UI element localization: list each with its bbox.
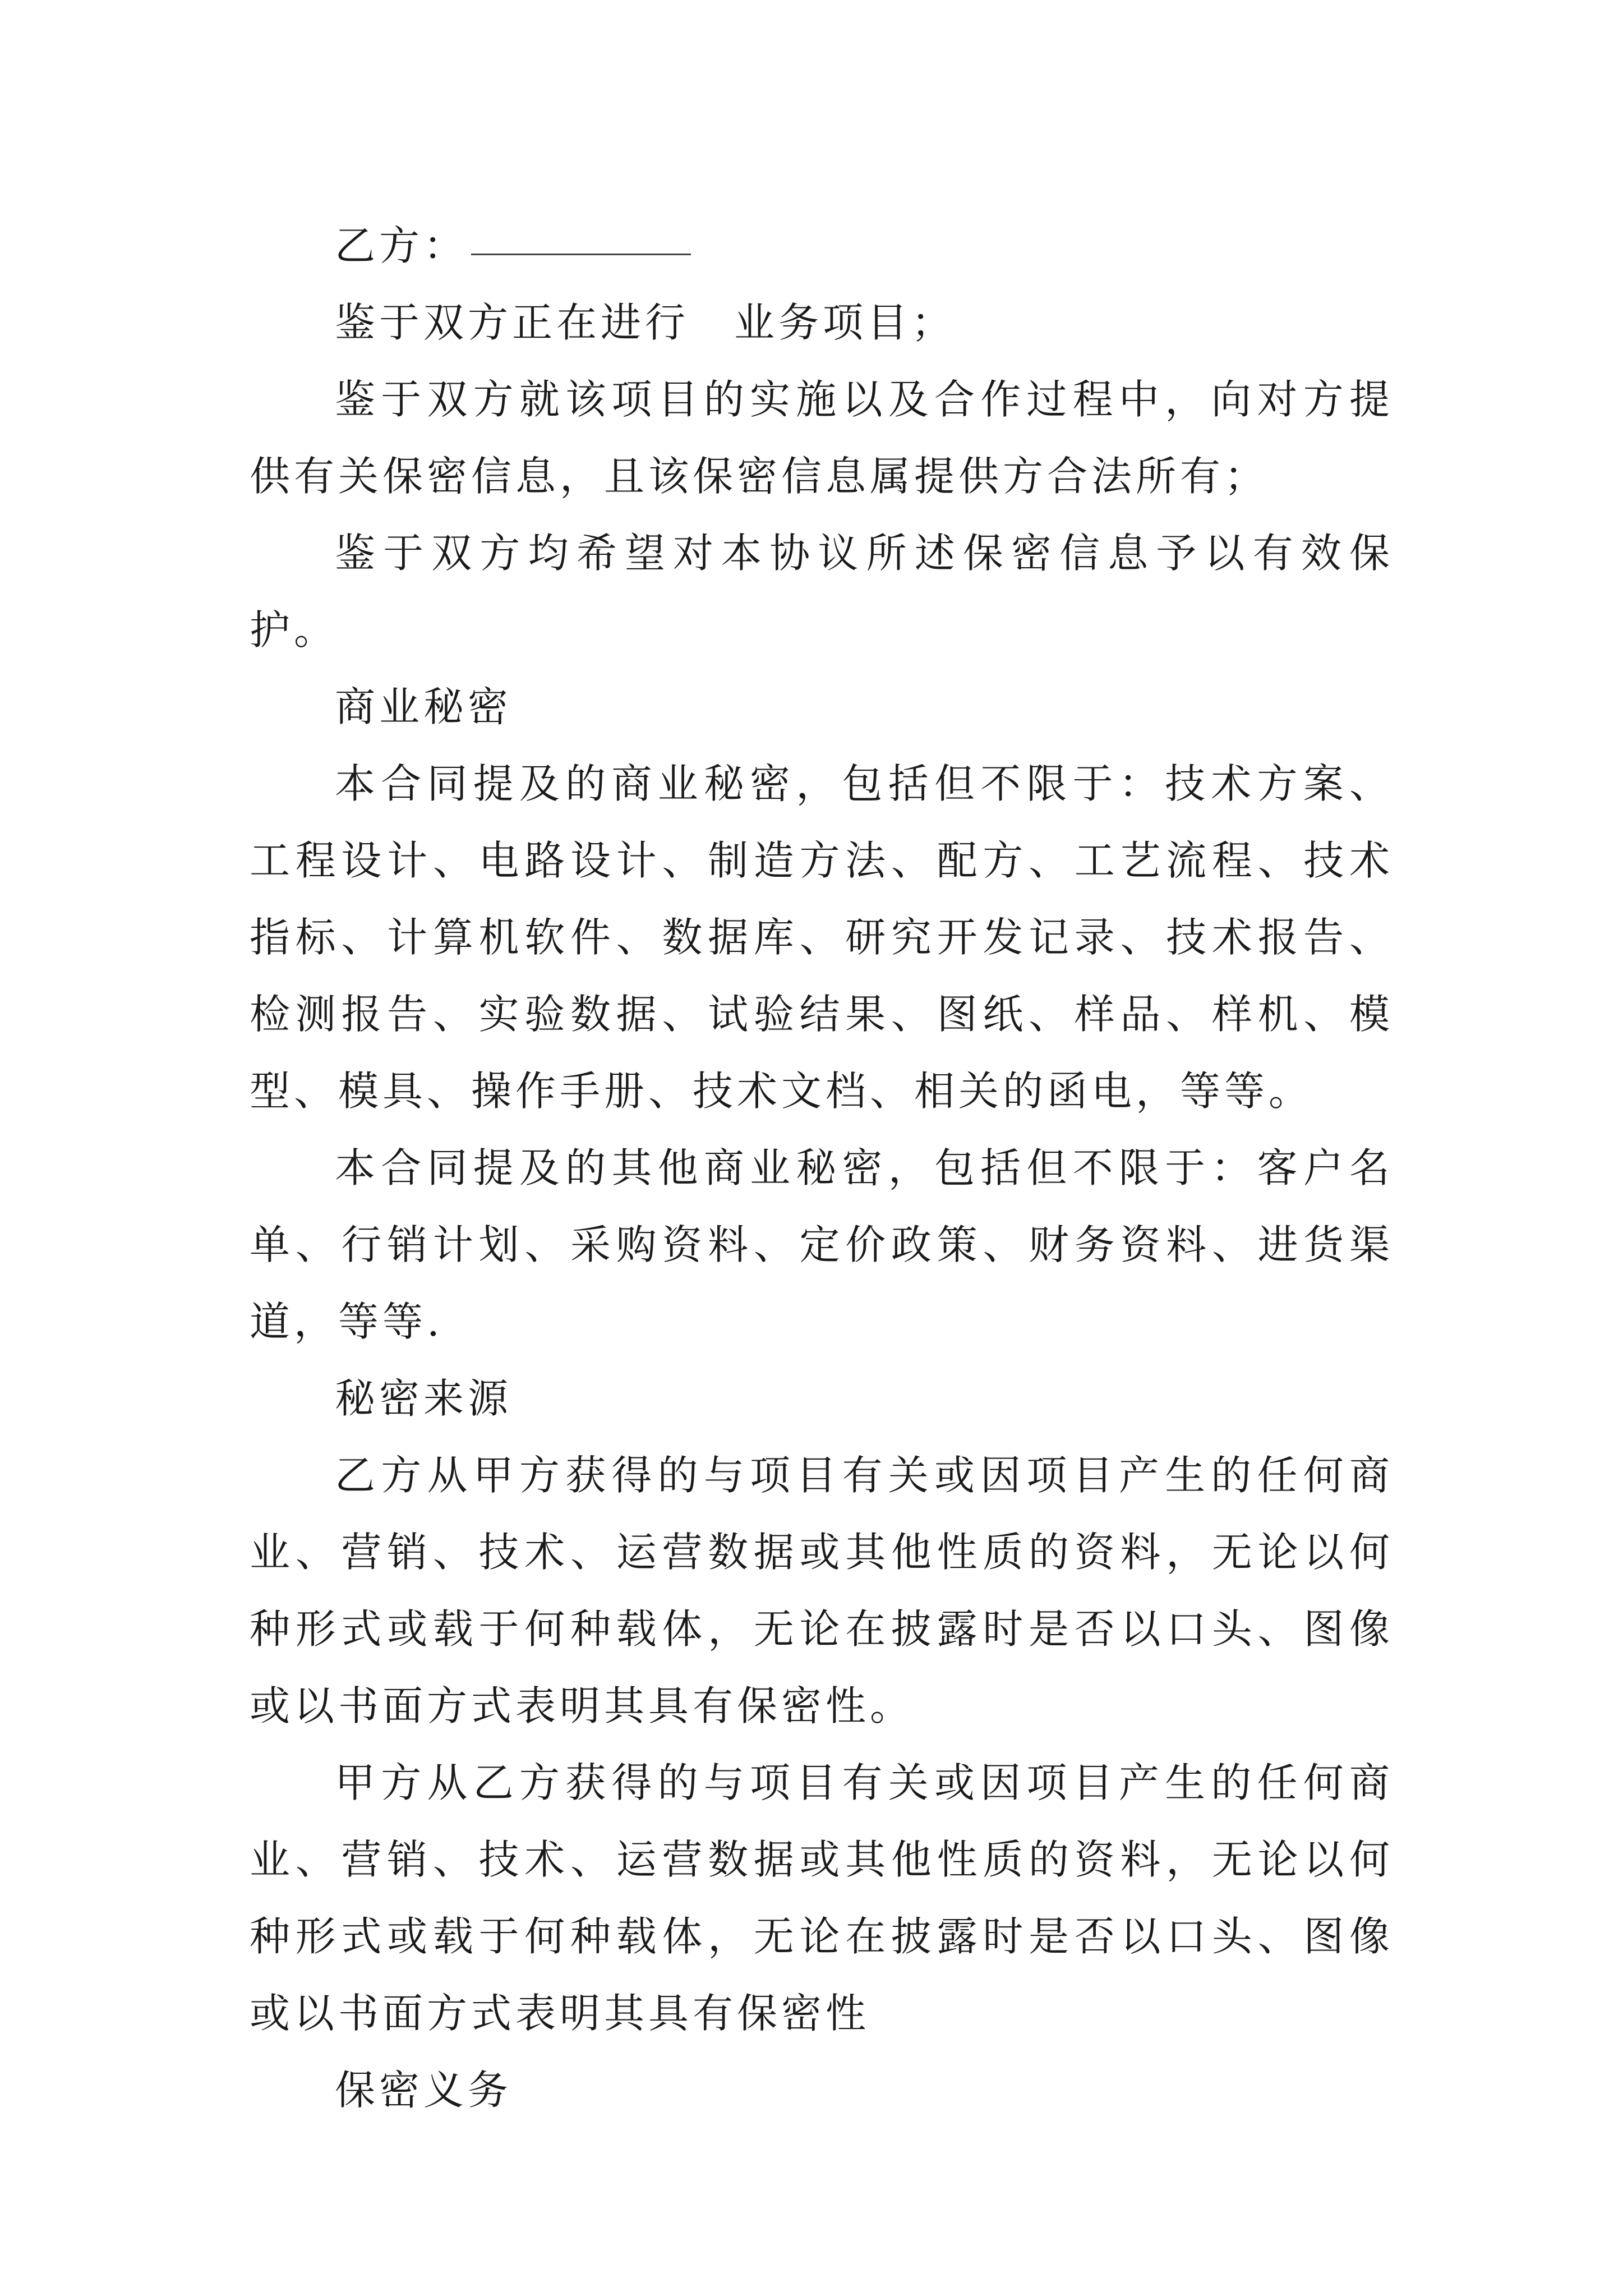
project-suffix: 业务项目； [734, 299, 956, 346]
heading-trade-secret: 商业秘密 [335, 683, 513, 730]
paragraph-trade-secret-1: 本合同提及的商业秘密，包括但不限于：技术方案、工程设计、电路设计、制造方法、配方、工艺流程、技术指标、计算机软件、数据库、研究开发记录、技术报告、检测报告、实验数据、试验结果、图纸、样品、样机、模型、模具、操作手册、技术文档、相关的函电，等等。 [250, 760, 1394, 1115]
paragraph-provide: 鉴于双方就该项目的实施以及合作过程中，向对方提供有关保密信息，且该保密信息属提供方合法所有； [250, 376, 1394, 500]
party-b-blank [471, 254, 691, 255]
paragraph-protect: 鉴于双方均希望对本协议所述保密信息予以有效保护。 [250, 530, 1394, 654]
paragraph-source-a: 甲方从乙方获得的与项目有关或因项目产生的任何商业、营销、技术、运营数据或其他性质的资料，无论以何种形式或载于何种载体，无论在披露时是否以口头、图像或以书面方式表明其具有保密性 [250, 1759, 1394, 2037]
party-b-label: 乙方： [335, 222, 468, 269]
heading-source: 秘密来源 [335, 1375, 513, 1422]
project-line [250, 284, 1394, 361]
heading-obligation: 保密义务 [335, 2067, 513, 2114]
document-body [250, 208, 1394, 2129]
paragraph-source-b: 乙方从甲方获得的与项目有关或因项目产生的任何商业、营销、技术、运营数据或其他性质的资料，无论以何种形式或载于何种载体，无论在披露时是否以口头、图像或以书面方式表明其具有保密性。 [250, 1452, 1394, 1729]
party-b-line [250, 208, 1394, 284]
paragraph-trade-secret-2: 本合同提及的其他商业秘密，包括但不限于：客户名单、行销计划、采购资料、定价政策、财务资料、进货渠道，等等. [250, 1144, 1394, 1345]
project-prefix: 鉴于双方正在进行 [335, 299, 690, 346]
